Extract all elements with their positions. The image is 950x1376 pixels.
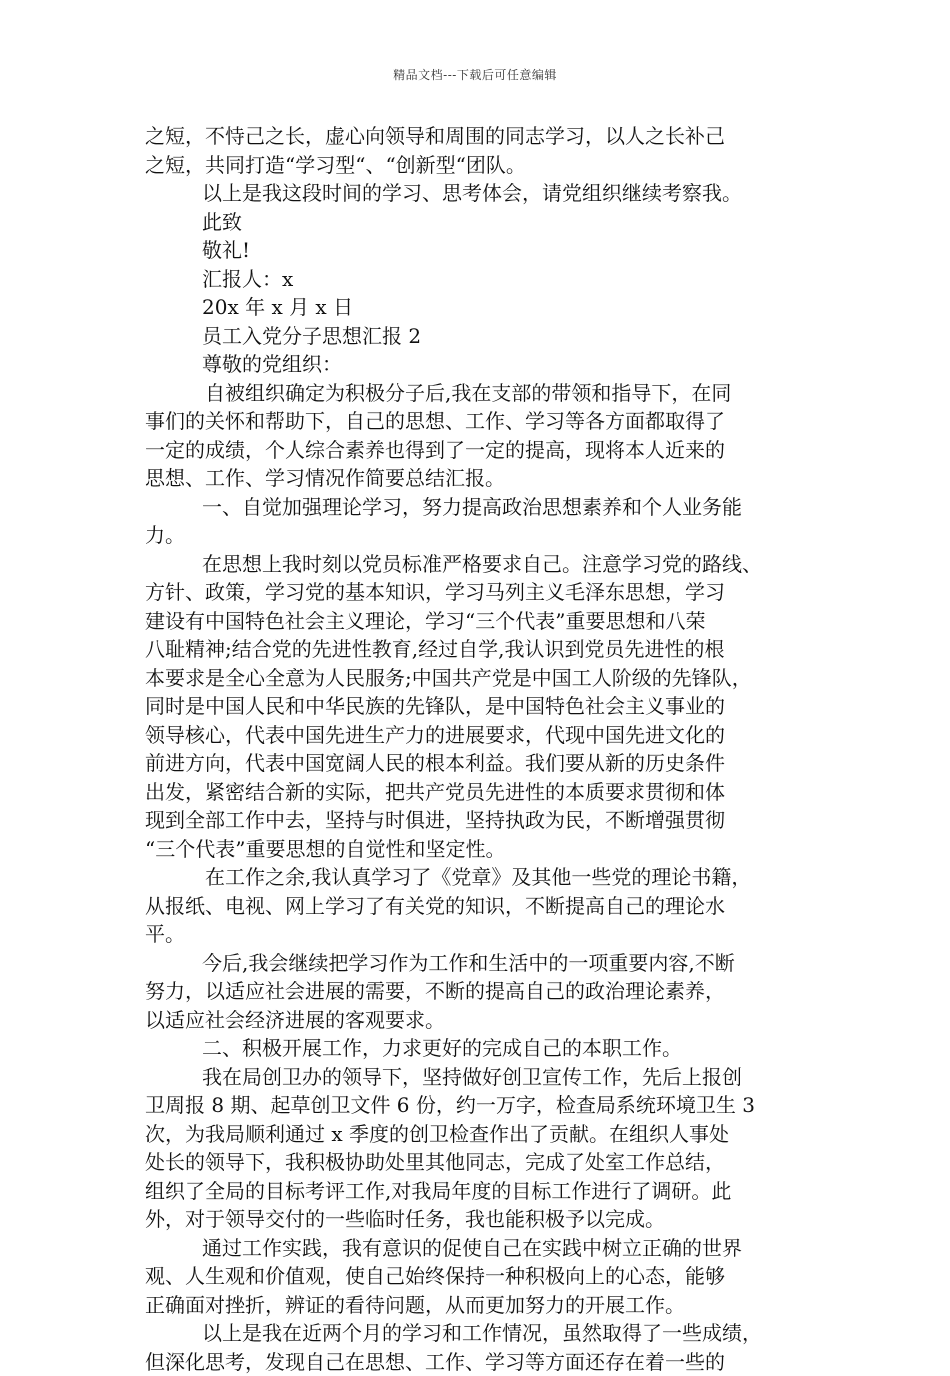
text-line: 我在局创卫办的领导下，坚持做好创卫宣传工作，先后上报创 bbox=[145, 1063, 807, 1092]
text-line: 现到全部工作中去，坚持与时俱进，坚持执政为民，不断增强贯彻 bbox=[145, 806, 807, 835]
text-line: 组织了全局的目标考评工作,对我局年度的目标工作进行了调研。此 bbox=[145, 1177, 807, 1206]
text-line: 一定的成绩，个人综合素养也得到了一定的提高，现将本人近来的 bbox=[145, 436, 807, 465]
text-line: 观、人生观和价值观，使自己始终保持一种积极向上的心态，能够 bbox=[145, 1262, 807, 1291]
text-line: 方针、政策，学习党的基本知识，学习马列主义毛泽东思想，学习 bbox=[145, 578, 807, 607]
text-line: 次，为我局顺利通过 x 季度的创卫检查作出了贡献。在组织人事处 bbox=[145, 1120, 807, 1149]
text-line: 力。 bbox=[145, 521, 807, 550]
text-line: 努力，以适应社会进展的需要，不断的提高自己的政治理论素养， bbox=[145, 977, 807, 1006]
text-line: 此致 bbox=[145, 208, 807, 237]
text-line: 思想、工作、学习情况作简要总结汇报。 bbox=[145, 464, 807, 493]
text-line: 汇报人：x bbox=[145, 265, 807, 294]
text-line: 在思想上我时刻以党员标准严格要求自己。注意学习党的路线、 bbox=[145, 550, 807, 579]
text-line: 今后,我会继续把学习作为工作和生活中的一项重要内容,不断 bbox=[145, 949, 807, 978]
text-line: 领导核心，代表中国先进生产力的进展要求，代现中国先进文化的 bbox=[145, 721, 807, 750]
text-line: 之短，共同打造“学习型“、“创新型“团队。 bbox=[145, 151, 807, 180]
text-line: 敬礼! bbox=[145, 236, 807, 265]
text-line: 卫周报 8 期、起草创卫文件 6 份，约一万字，检查局系统环境卫生 3 bbox=[145, 1091, 807, 1120]
text-line: 二、积极开展工作，力求更好的完成自己的本职工作。 bbox=[145, 1034, 807, 1063]
text-line: 八耻精神;结合党的先进性教育,经过自学,我认识到党员先进性的根 bbox=[145, 635, 807, 664]
document-body bbox=[145, 122, 807, 1376]
text-line: 在工作之余,我认真学习了《党章》及其他一些党的理论书籍， bbox=[145, 863, 807, 892]
text-line: “三个代表”重要思想的自觉性和坚定性。 bbox=[145, 835, 807, 864]
text-line: 但深化思考，发现自己在思想、工作、学习等方面还存在着一些的 bbox=[145, 1348, 807, 1376]
text-line: 从报纸、电视、网上学习了有关党的知识，不断提高自己的理论水 bbox=[145, 892, 807, 921]
text-line: 建设有中国特色社会主义理论，学习“三个代表”重要思想和八荣 bbox=[145, 607, 807, 636]
text-line: 正确面对挫折，辨证的看待问题，从而更加努力的开展工作。 bbox=[145, 1291, 807, 1320]
text-line: 外，对于领导交付的一些临时任务，我也能积极予以完成。 bbox=[145, 1205, 807, 1234]
text-line: 以适应社会经济进展的客观要求。 bbox=[145, 1006, 807, 1035]
text-line: 20x 年 x 月 x 日 bbox=[145, 293, 807, 322]
text-line: 之短，不恃己之长，虚心向领导和周围的同志学习，以人之长补己 bbox=[145, 122, 807, 151]
text-line: 员工入党分子思想汇报 2 bbox=[145, 322, 807, 351]
text-line: 以上是我这段时间的学习、思考体会，请党组织继续考察我。 bbox=[145, 179, 807, 208]
text-line: 一、自觉加强理论学习，努力提高政治思想素养和个人业务能 bbox=[145, 493, 807, 522]
text-line: 出发，紧密结合新的实际，把共产党员先进性的本质要求贯彻和体 bbox=[145, 778, 807, 807]
page-header: 精品文档---下载后可任意编辑 bbox=[0, 66, 950, 83]
text-line: 以上是我在近两个月的学习和工作情况，虽然取得了一些成绩， bbox=[145, 1319, 807, 1348]
text-line: 同时是中国人民和中华民族的先锋队，是中国特色社会主义事业的 bbox=[145, 692, 807, 721]
text-line: 平。 bbox=[145, 920, 807, 949]
text-line: 通过工作实践，我有意识的促使自己在实践中树立正确的世界 bbox=[145, 1234, 807, 1263]
text-line: 事们的关怀和帮助下，自己的思想、工作、学习等各方面都取得了 bbox=[145, 407, 807, 436]
text-line: 本要求是全心全意为人民服务;中国共产党是中国工人阶级的先锋队， bbox=[145, 664, 807, 693]
text-line: 前进方向，代表中国宽阔人民的根本利益。我们要从新的历史条件 bbox=[145, 749, 807, 778]
text-line: 自被组织确定为积极分子后,我在支部的带领和指导下，在同 bbox=[145, 379, 807, 408]
text-line: 处长的领导下，我积极协助处里其他同志，完成了处室工作总结， bbox=[145, 1148, 807, 1177]
text-line: 尊敬的党组织： bbox=[145, 350, 807, 379]
